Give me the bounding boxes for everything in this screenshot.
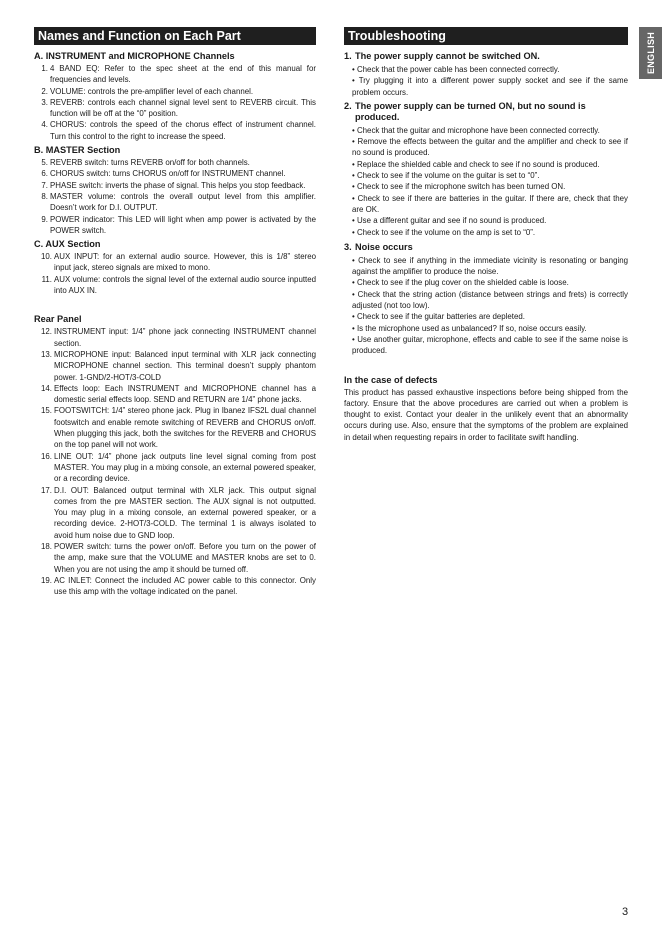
list-item: 11. AUX volume: controls the signal level of the external audio source inputted into AUX IN. <box>41 274 316 296</box>
list-item: 13. MICROPHONE input: Balanced input terminal with XLR jack connecting MICROPHONE channel section. This terminal doesn’t supply phantom power. 1-GND/2-HOT/3-COLD <box>41 349 316 382</box>
list-item: 3. REVERB: controls each channel signal level sent to REVERB circuit. This function will be off at the “0” position. <box>41 97 316 119</box>
list-item: • Use a different guitar and see if no sound is produced. <box>352 215 628 226</box>
list-item: 5. REVERB switch: turns REVERB on/off for both channels. <box>41 158 250 168</box>
list-item: • Check to see if there are batteries in the guitar. If there are, check that they are OK. <box>352 193 628 216</box>
list-item: • Check to see if the volume on the guitar is set to “0”. <box>352 170 628 181</box>
problem-1-heading: 1. The power supply cannot be switched ON. <box>344 51 540 61</box>
problem-3-heading: 3. Noise occurs <box>344 241 413 252</box>
problem-1-list <box>344 64 628 98</box>
list-item: • Check that the power cable has been connected correctly. <box>352 64 628 75</box>
language-tab-label: ENGLISH <box>645 31 656 75</box>
list-item: • Is the microphone used as unbalanced? If so, noise occurs easily. <box>352 323 628 334</box>
section-b-list <box>34 157 316 236</box>
troubleshooting-title: Troubleshooting <box>344 27 628 45</box>
list-item: • Check that the string action (distance between strings and frets) is correctly adjusted (not too low). <box>352 289 628 312</box>
list-item: • Replace the shielded cable and check to see if no sound is produced. <box>352 159 628 170</box>
language-tab <box>639 27 662 79</box>
list-item: 7. PHASE switch: inverts the phase of signal. This helps you stop feedback. <box>41 180 306 190</box>
rear-panel-list <box>34 326 316 597</box>
list-item: 15. FOOTSWITCH: 1/4” stereo phone jack. Plug in Ibanez IFS2L dual channel footswitch and enable remote switching of REVERB and CHORUS on/off. When plugging this jack, both the switches for the REVERB and CHORUS on the top panel will not work. <box>41 406 316 450</box>
list-item: • Check to see if the guitar batteries are depleted. <box>352 311 628 322</box>
problem-2-list <box>344 125 628 238</box>
section-a-list <box>34 63 316 142</box>
names-functions-title: Names and Function on Each Part <box>34 27 316 45</box>
list-item: 14. Effects loop: Each INSTRUMENT and MICROPHONE channel has a domestic serial effects loop. SEND and RETURN are 1/4” phone jacks. <box>41 383 316 405</box>
list-item: 6. CHORUS switch: turns CHORUS on/off for INSTRUMENT channel. <box>41 169 286 179</box>
problem-2-heading: 2. The power supply can be turned ON, but no sound is produced. <box>344 100 586 122</box>
list-item: 1. 4 BAND EQ: Refer to the spec sheet at the end of this manual for frequencies and levels. <box>41 64 316 85</box>
list-item: 2. VOLUME: controls the pre-amplifier level of each channel. <box>41 86 254 96</box>
list-item: • Check to see if the microphone switch has been turned ON. <box>352 181 628 192</box>
list-item: • Use another guitar, microphone, effects and cable to see if the same noise is produced. <box>352 334 628 357</box>
list-item: • Check to see if the volume on the amp is set to “0”. <box>352 227 628 238</box>
section-c-heading: C. AUX Section <box>34 239 101 250</box>
rear-panel-heading: Rear Panel <box>34 314 82 325</box>
list-item: • Check that the guitar and microphone have been connected correctly. <box>352 125 628 136</box>
defects-heading: In the case of defects <box>344 374 438 385</box>
section-b-heading: B. MASTER Section <box>34 145 121 156</box>
list-item: • Check to see if anything in the immediate vicinity is resonating or banging against the amplifier to produce the noise. <box>352 255 628 278</box>
list-item: 9. POWER indicator: This LED will light when amp power is activated by the POWER switch. <box>41 214 316 235</box>
list-item: 12. INSTRUMENT input: 1/4” phone jack connecting INSTRUMENT channel section. <box>41 327 316 348</box>
list-item: 16. LINE OUT: 1/4” phone jack outputs line level signal coming from post MASTER. You may plug in a mixing console, an external powered speaker, or a recording device. <box>41 451 316 484</box>
page-number: 3 <box>622 906 629 918</box>
list-item: • Remove the effects between the guitar and the amplifier and check to see if no sound is produced. <box>352 136 628 159</box>
list-item: 4. CHORUS: controls the speed of the chorus effect of instrument channel. Turn this control to the right to increase the speed. <box>41 120 316 141</box>
names-functions-column <box>34 27 316 597</box>
section-a-heading: A. INSTRUMENT and MICROPHONE Channels <box>34 51 235 61</box>
list-item: 19. AC INLET: Connect the included AC power cable to this connector. Only use this amp with the voltage indicated on the panel. <box>41 575 316 597</box>
list-item: • Try plugging it into a different power supply socket and see if the same problem occurs. <box>352 75 628 98</box>
defects-text: This product has passed exhaustive inspections before being shipped from the factory. Ensure that the above procedures are carried out when a problem is thought to exist. Contact your dealer in the unlikely event that an abnormality occurs during use. Also, ensure that the symptoms of the problem are explained in detail when requesting repairs in order to facilitate swift handling. <box>344 387 628 442</box>
troubleshooting-column <box>344 27 628 443</box>
list-item: • Check to see if the plug cover on the shielded cable is loose. <box>352 277 628 288</box>
list-item: 17. D.I. OUT: Balanced output terminal with XLR jack. This output signal comes from the pre MASTER section. The AUX signal is not outputted. You may plug in a mixing console, an external powered speaker, or a recording device. 2-HOT/3-COLD. The terminal 1 is always isolated to avoid hum noise due to GND loop. <box>41 485 316 540</box>
problem-3-list <box>344 255 628 357</box>
list-item: 10. AUX INPUT: for an external audio source. However, this is 1/8” stereo input jack, stereo signals are mixed to mono. <box>41 252 316 273</box>
section-c-list <box>34 251 316 296</box>
list-item: 8. MASTER volume: controls the overall output level from this amplifier. Doesn’t work for D.I. OUTPUT. <box>41 191 316 213</box>
list-item: 18. POWER switch: turns the power on/off. Before you turn on the power of the amp, make sure that the VOLUME and MASTER knobs are set to 0. When you are not using the amp it should be turned off. <box>41 541 316 574</box>
